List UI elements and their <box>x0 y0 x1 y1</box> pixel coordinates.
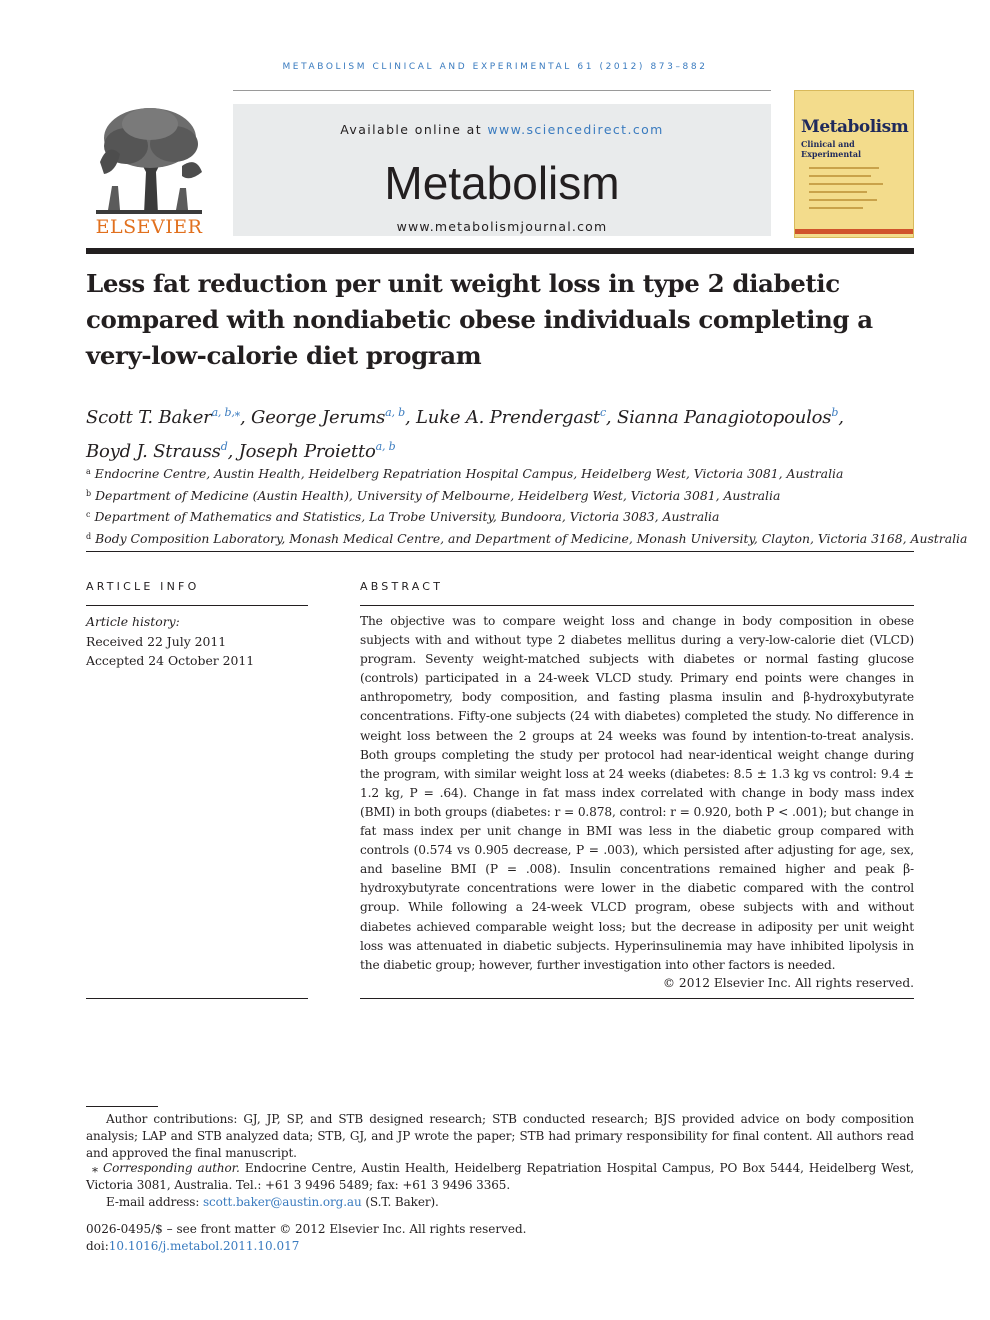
author-separator: , <box>838 407 844 428</box>
author-name: George Jerums <box>251 407 386 428</box>
affiliation-list <box>86 462 968 548</box>
abstract-body: The objective was to compare weight loss and change in body composition in obese subjects with and without type 2 diabetes mellitus during a very-low-calorie diet (VLCD) program. Seventy weight-matched subjects with diabetes or normal fasting glucose (controls) participated in a 24-week VLCD study. Primary end points were changes in anthropometry, body composition, and fasting plasma insulin and β-hydroxybutyrate concentrations. Fifty-one subjects (24 with diabetes) completed the study. No difference in weight loss between the 2 groups at 24 weeks was found by intention-to-treat analysis. Both groups completing the study per protocol had near-identical weight change during the program, with similar weight loss at 24 weeks (diabetes: 8.5 ± 1.3 kg vs control: 9.4 ± 1.2 kg, P = .64). Change in fat mass index correlated with change in body mass index (BMI) in both groups (diabetes: r = 0.878, control: r = 0.920, both P < .001); but change in fat mass index per unit change in BMI was less in the diabetic group compared with controls (0.574 vs 0.905 decrease, P = .003), which persisted after adjusting for age, sex, and baseline BMI (P = .008). Insulin concentrations remained higher and peak β-hydroxybutyrate concentrations were lower in the diabetic compared with the control group. While following a 24-week VLCD program, obese subjects with and without diabetes achieved comparable weight loss; but the decrease in adiposity per unit weight loss was attenuated in diabetic subjects. Hyperinsulinemia may have inhibited lipolysis in the diabetic group; however, further investigation into other factors is needed. <box>360 614 914 972</box>
author-name: Scott T. Baker <box>86 407 212 428</box>
affiliation-text: Department of Mathematics and Statistics, La Trobe University, Bundoora, Victoria 3083, Australia <box>94 509 720 524</box>
author-name: Sianna Panagiotopoulos <box>616 407 832 428</box>
journal-title-box <box>233 104 771 236</box>
affiliation-key: a <box>86 467 91 476</box>
corresponding-label: Corresponding author. <box>103 1161 240 1175</box>
received-date: Received 22 July 2011 <box>86 633 227 649</box>
email-footnote <box>86 1194 914 1211</box>
email-link[interactable]: scott.baker@austin.org.au <box>203 1195 362 1209</box>
cover-text-line <box>809 191 867 193</box>
issn-block <box>86 1221 914 1255</box>
article-history-label: Article history: <box>86 614 180 629</box>
cover-text-line <box>809 199 877 201</box>
masthead-rule <box>86 248 914 254</box>
author-contributions-footnote: Author contributions: GJ, JP, SP, and STB designed research; STB conducted research; BJS provided advice on body composition analysis; LAP and STB analyzed data; STB, GJ, and JP wrote the paper; STB had primary responsibility for final content. All authors read and approved the final manuscript. <box>86 1112 914 1160</box>
email-label: E-mail address: <box>106 1195 200 1209</box>
doi-line <box>86 1238 914 1255</box>
issn-line: 0026-0495/$ – see front matter © 2012 Elsevier Inc. All rights reserved. <box>86 1222 527 1236</box>
author-affiliation-marker[interactable]: d <box>220 440 228 453</box>
masthead-top-rule <box>233 90 771 91</box>
affiliation-key: b <box>86 488 92 498</box>
author-separator: , <box>404 407 416 428</box>
author-affiliation-marker[interactable]: c <box>599 406 606 419</box>
available-online-prefix: Available online at <box>340 122 483 137</box>
cover-title: Metabolism <box>801 117 909 137</box>
author-affiliation-marker[interactable]: a, b,⁎ <box>211 406 240 419</box>
abstract-heading: ABSTRACT <box>360 580 444 593</box>
affiliation-item <box>86 505 914 527</box>
article-info-bottom-rule <box>86 998 308 999</box>
author-affiliation-marker[interactable]: a, b <box>375 440 396 453</box>
corresponding-marker: ⁎ <box>92 1161 98 1175</box>
copyright-notice: © 2012 Elsevier Inc. All rights reserved. <box>662 976 914 990</box>
abstract-bottom-rule <box>360 998 914 999</box>
article-history <box>86 612 308 671</box>
doi-link[interactable]: 10.1016/j.metabol.2011.10.017 <box>108 1239 300 1253</box>
running-header: METABOLISM CLINICAL AND EXPERIMENTAL 61 (2012) 873–882 <box>282 62 708 72</box>
elsevier-wordmark: ELSEVIER <box>95 216 203 238</box>
author-affiliation-marker[interactable]: b <box>831 406 839 419</box>
corresponding-address: Endocrine Centre, Austin Health, Heidelberg Repatriation Hospital Campus, PO Box 5444, Heidelberg West, Victoria 3081, Australia. Tel.: +61 3 9496 5489; fax: +61 3 9496 3365. <box>86 1161 915 1192</box>
article-title: Less fat reduction per unit weight loss in type 2 diabetic compared with nondiabetic obese individuals completing a very-low-calorie diet program <box>86 269 873 370</box>
journal-name: Metabolism <box>384 157 620 209</box>
author-separator: , <box>239 407 252 428</box>
cover-text-line <box>809 207 863 209</box>
article-info-top-rule <box>86 605 308 606</box>
corresponding-author-footnote <box>86 1160 914 1194</box>
cover-text-line <box>809 175 871 177</box>
available-online-line <box>233 122 771 137</box>
email-suffix: (S.T. Baker). <box>365 1195 439 1209</box>
author-separator: , <box>605 407 617 428</box>
cover-subtitle: Clinical and Experimental <box>801 139 862 159</box>
footnote-rule <box>86 1106 158 1107</box>
author-affiliation-marker[interactable]: a, b <box>385 406 405 419</box>
abstract-top-rule <box>360 605 914 606</box>
cover-bottom-band <box>795 229 913 234</box>
author-separator: , <box>227 441 239 462</box>
affiliation-item <box>86 527 968 549</box>
affiliation-key: c <box>86 510 91 519</box>
affiliation-item <box>86 484 914 506</box>
journal-cover-thumbnail <box>794 90 914 238</box>
author-list <box>86 398 914 466</box>
journal-masthead <box>86 90 914 242</box>
journal-url-link[interactable]: www.metabolismjournal.com <box>396 219 608 234</box>
affiliation-text: Body Composition Laboratory, Monash Medical Centre, and Department of Medicine, Monash University, Clayton, Victoria 3168, Australia <box>95 530 968 546</box>
affiliation-text: Department of Medicine (Austin Health), University of Melbourne, Heidelberg West, Victoria 3081, Australia <box>95 487 781 503</box>
author-name: Boyd J. Strauss <box>86 441 221 462</box>
author-name: Luke A. Prendergast <box>416 407 600 428</box>
author-name: Joseph Proietto <box>238 441 376 462</box>
affiliation-divider <box>86 551 914 552</box>
elsevier-tree-logo-icon <box>86 102 212 232</box>
sciencedirect-link[interactable]: www.sciencedirect.com <box>487 122 664 137</box>
affiliation-key: d <box>86 531 92 541</box>
cover-text-line <box>809 167 879 169</box>
article-info-heading: ARTICLE INFO <box>86 580 200 593</box>
accepted-date: Accepted 24 October 2011 <box>86 653 255 668</box>
affiliation-text: Endocrine Centre, Austin Health, Heidelberg Repatriation Hospital Campus, Heidelberg West, Victoria 3081, Australia <box>94 466 844 481</box>
cover-text-line <box>809 183 883 185</box>
doi-label: doi: <box>86 1239 109 1253</box>
affiliation-item <box>86 462 914 484</box>
